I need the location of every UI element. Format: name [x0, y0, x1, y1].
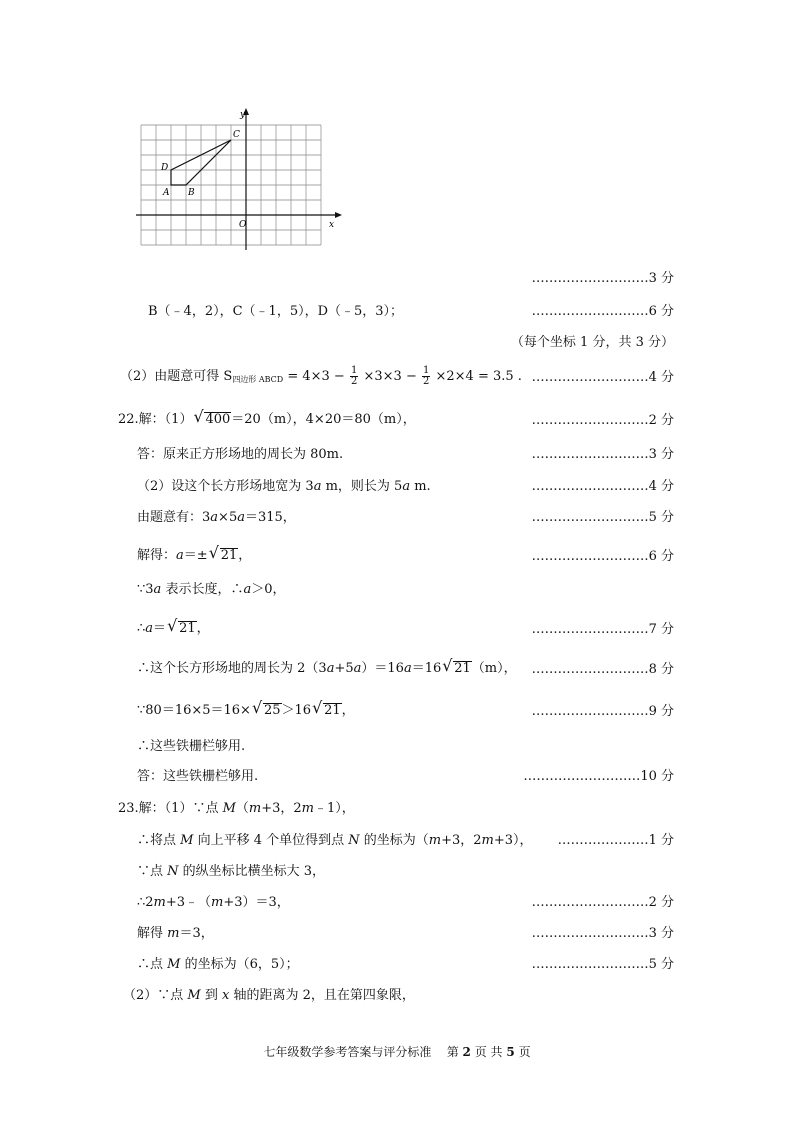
- text: ∴点: [137, 957, 168, 972]
- text: （2）设这个长方形场地宽为 3: [137, 479, 314, 494]
- text: （2）由题意可得 S: [120, 369, 233, 384]
- score-marker-l7: ………………………4 分: [531, 479, 674, 494]
- text: ＝16: [411, 661, 442, 676]
- text: ＝3，: [179, 926, 214, 941]
- text: ，: [238, 548, 252, 563]
- score-marker-l17: …………………1 分: [557, 833, 674, 848]
- score-marker-l11: ………………………7 分: [531, 622, 674, 637]
- answer-fence-enough: 答：这些铁栅栏够用.: [137, 769, 259, 784]
- text: ×5: [218, 510, 238, 525]
- text: （2）∵点: [123, 988, 188, 1003]
- radicand: 21: [179, 621, 196, 636]
- part2-setup: [137, 479, 431, 495]
- radicand: 400: [205, 412, 231, 427]
- var: m: [248, 801, 262, 816]
- text: +5: [334, 661, 354, 676]
- text: ∴这个长方形场地的周长为 2（3: [137, 661, 327, 676]
- score-marker-l6: ………………………3 分: [531, 447, 674, 462]
- var: a: [403, 661, 412, 676]
- score-marker-q22: ………………………2 分: [531, 413, 674, 428]
- text: 到: [200, 988, 222, 1003]
- text: （: [235, 801, 249, 816]
- score-marker-l15: ………………………10 分: [523, 769, 674, 784]
- var: a: [402, 479, 411, 494]
- var: a: [210, 510, 219, 525]
- answer-perimeter-square: 答：原来正方形场地的周长为 80m.: [137, 447, 344, 462]
- page-label: 页 共: [474, 1045, 503, 1059]
- grid-lines: [141, 125, 321, 245]
- sqrt: [312, 703, 342, 719]
- text: 表示长度，∴: [161, 582, 244, 597]
- text: ∵3: [137, 582, 154, 597]
- radicand: 25: [263, 703, 281, 718]
- var: a: [313, 479, 322, 494]
- var: m: [167, 926, 180, 941]
- point-d-label: D: [161, 163, 169, 173]
- text: （m），: [471, 661, 517, 676]
- value-a-line: [137, 621, 210, 637]
- score-marker-l12: ………………………8 分: [531, 662, 674, 677]
- text: ＞0，: [251, 582, 286, 597]
- text: ）＝16: [361, 661, 404, 676]
- text: 轴的距离为 2，且在第四象限，: [229, 988, 415, 1003]
- radicand: 21: [324, 703, 341, 718]
- page-label: 页: [518, 1045, 531, 1059]
- page-footer: [0, 1043, 794, 1060]
- var: m: [211, 895, 224, 910]
- var: N: [348, 833, 360, 848]
- text: = 4×3 −: [287, 369, 345, 384]
- page-total: 5: [506, 1045, 515, 1059]
- score-marker-l21: ………………………5 分: [531, 957, 674, 972]
- fraction: [350, 366, 358, 387]
- y-axis-label: y: [240, 110, 246, 120]
- text: +3﹣（: [165, 895, 212, 910]
- denominator: 2: [422, 376, 430, 387]
- condition-line: [137, 864, 325, 880]
- text: 的纵坐标比横坐标大 3，: [178, 864, 326, 879]
- text: +3）＝3，: [223, 895, 290, 910]
- text: ×2×4 = 3.5 .: [435, 369, 522, 384]
- score-marker-l4: ………………………4 分: [531, 370, 674, 385]
- comparison-line: [137, 703, 355, 719]
- text: ∴2: [137, 895, 154, 910]
- coordinate-grid-figure: [120, 100, 360, 260]
- var: a: [353, 661, 362, 676]
- subscript: 四边形 ABCD: [232, 375, 284, 384]
- text: 23.解：（1）∵点: [118, 801, 223, 816]
- rectangle-perimeter-line: [137, 661, 517, 677]
- text: ∴: [137, 621, 146, 636]
- var: M: [180, 833, 194, 848]
- text: 由题意有：3: [137, 510, 211, 525]
- point-a-label: A: [163, 188, 170, 198]
- text: 解得：: [137, 548, 177, 563]
- question-22-part1: [118, 412, 416, 428]
- var: m: [428, 833, 442, 848]
- page-label: 第: [446, 1045, 459, 1059]
- equation-m-line: [137, 895, 290, 911]
- text: ﹣1），: [314, 801, 355, 816]
- text: +3，2: [261, 801, 302, 816]
- point-m-coordinates: [137, 957, 299, 973]
- sqrt: [442, 661, 472, 677]
- text: ＝20（m），4×20＝80（m），: [231, 412, 416, 427]
- score-marker-l19: ………………………2 分: [531, 895, 674, 910]
- numerator: 1: [350, 365, 358, 376]
- denominator: 2: [350, 376, 358, 387]
- sqrt: [209, 548, 239, 564]
- var: m: [481, 833, 494, 848]
- var: x: [221, 988, 230, 1003]
- var: a: [243, 582, 252, 597]
- score-marker-l2: ………………………6 分: [531, 304, 674, 319]
- var: a: [153, 582, 162, 597]
- score-marker-l20: ………………………3 分: [531, 926, 674, 941]
- text: m.: [410, 479, 431, 494]
- radicand: 21: [454, 661, 471, 676]
- text: ，: [196, 621, 210, 636]
- numerator: 1: [422, 365, 430, 376]
- text: 22.解：（1）: [118, 412, 193, 427]
- var: M: [222, 801, 236, 816]
- document-title: 七年级数学参考答案与评分标准: [263, 1045, 432, 1059]
- text: ，: [341, 703, 355, 718]
- text: 向上平移 4 个单位得到点: [193, 833, 349, 848]
- text: ∵点: [137, 864, 168, 879]
- text: 的坐标为（6，5）；: [180, 957, 299, 972]
- var: m: [301, 801, 314, 816]
- answer-coordinates: B（﹣4，2），C（﹣1，5），D（﹣5，3）；: [148, 304, 404, 319]
- text: ∴将点: [137, 833, 181, 848]
- sqrt: [167, 621, 197, 637]
- var: m: [153, 895, 166, 910]
- x-axis-arrow: [335, 212, 342, 218]
- score-marker-l1: ………………………3 分: [531, 271, 674, 286]
- text: ＝: [153, 621, 167, 636]
- score-marker-l8: ………………………5 分: [531, 510, 674, 525]
- origin-label: O: [239, 220, 247, 230]
- text: 解得: [137, 926, 168, 941]
- question-23-part1: [118, 801, 355, 817]
- var: a: [326, 661, 335, 676]
- solution-line: [137, 548, 251, 564]
- text: ＞16: [281, 703, 312, 718]
- fraction: [422, 366, 430, 387]
- text: +3），: [493, 833, 533, 848]
- scoring-note: （每个坐标 1 分，共 3 分）: [510, 335, 674, 350]
- text: +3，2: [441, 833, 482, 848]
- score-marker-l13: ………………………9 分: [531, 704, 674, 719]
- text: ∵80＝16×5＝16×: [137, 703, 251, 718]
- radicand: 21: [220, 548, 238, 563]
- reason-line: [137, 582, 286, 598]
- var: a: [237, 510, 245, 525]
- part2-condition: [123, 988, 415, 1004]
- point-b-label: B: [188, 188, 195, 198]
- solve-m-line: [137, 926, 214, 942]
- text: ×3×3 −: [363, 369, 417, 384]
- translation-line: [137, 833, 533, 849]
- text: m，则长为 5: [321, 479, 403, 494]
- text: 的坐标为（: [359, 833, 429, 848]
- var: a: [145, 621, 154, 636]
- var: N: [167, 864, 179, 879]
- var: M: [187, 988, 201, 1003]
- equation-line: [137, 510, 296, 526]
- area-formula-line: [120, 366, 522, 391]
- conclusion-line: ∴这些铁栅栏够用.: [137, 739, 246, 754]
- sqrt: [252, 703, 282, 719]
- x-axis-label: x: [329, 220, 335, 230]
- page-number: 2: [462, 1045, 471, 1059]
- var: M: [167, 957, 181, 972]
- var: a: [176, 548, 184, 563]
- text: ＝±: [183, 548, 208, 563]
- sqrt: [193, 412, 231, 428]
- score-marker-l9: ………………………6 分: [531, 549, 674, 564]
- text: ＝315，: [244, 510, 296, 525]
- point-c-label: C: [233, 130, 240, 140]
